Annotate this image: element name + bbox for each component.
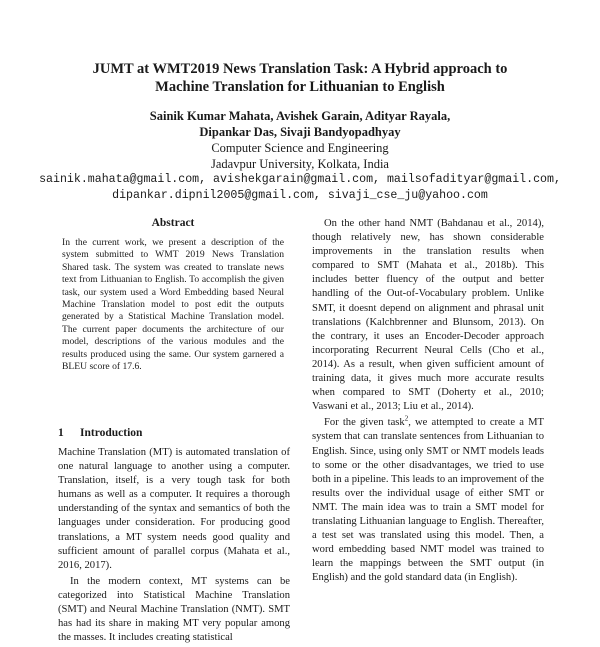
title-line-2: Machine Translation for Lithuanian to English — [155, 79, 445, 95]
authors-line-1: Sainik Kumar Mahata, Avishek Garain, Adityar Rayala, — [149, 109, 451, 123]
paper-title — [0, 60, 600, 96]
intro-paragraph-1: Machine Translation (MT) is automated translation of one natural language to another using a computer. Translation, itself, is a very tough task for both humans as well as a computer. It requires a thorough understanding of the syntax and semantics of both the languages under consideration. For producing good translations, a MT system needs good quality and sufficient amount of parallel corpus (Mahata et al., 2016, 2017). — [58, 447, 290, 571]
authors-line-2: Dipankar Das, Sivaji Bandyopadhyay — [199, 125, 401, 139]
right-paragraph-1: On the other hand NMT (Bahdanau et al., 2014), though relatively new, has shown considerable improvements in the translation results when compared to SMT (Mahata et al., 2018b). This includes better fluency of the output and better handling of the Out-of-Vocabulary problem. Unlike SMT, it doesnt depend on alignment and phrasal unit translations (Kalchbrenner and Blunsom, 2013). On the contrary, it uses an Encoder-Decoder approach incorporating Recurrent Neural Cells (Cho et al., 2014). As a result, when given sufficient amount of training data, it gives much more accurate results when compared to SMT (Doherty et al., 2010; Vaswani et al., 2013; Liu et al., 2014). — [312, 218, 544, 413]
emails-line-2: dipankar.dipnil2005@gmail.com, sivaji_cse_ju@yahoo.com — [112, 189, 488, 202]
right-paragraph-2-start: For the given task — [324, 417, 405, 429]
footnote-marker: 2 — [404, 414, 409, 423]
right-paragraph-2-rest: , we attempted to create a MT system that can translate sentences from Lithuanian to English. Since, using only SMT or NMT models leads to some or the other disadvantages, we tried to use both in a pipeline. This leads to an improvement of the results over the individual usage of either SMT or NMT. The main idea was to train a SMT model for translating Lithuanian language to English. Thereafter, a test set was translated using this model. Then, a word embedding based NMT model was trained to learn the mappings between the SMT output (in English) and the gold standard data (in English). — [312, 417, 544, 584]
right-paragraph-2 — [312, 416, 544, 585]
affiliation-department: Computer Science and Engineering — [211, 141, 389, 155]
affiliation-university: Jadavpur University, Kolkata, India — [211, 157, 389, 171]
right-column-body — [312, 217, 544, 587]
left-column-body — [58, 446, 290, 647]
section-number: 1 — [58, 427, 64, 439]
author-list — [0, 108, 600, 140]
abstract-heading: Abstract — [151, 217, 195, 229]
title-line-1: JUMT at WMT2019 News Translation Task: A Hybrid approach to — [92, 61, 508, 77]
emails-line-1: sainik.mahata@gmail.com, avishekgarain@gmail.com, mailsofadityar@gmail.com, — [39, 173, 561, 186]
section-title: Introduction — [80, 427, 143, 439]
abstract-text: In the current work, we present a description of the system submitted to WMT 2019 News Translation Shared task. The system was created to translate news text from Lithuanian to English. To accomplish the given task, our system used a Word Embedding based Neural Machine Translation model to post edit the outputs generated by a Statistical Machine Translation model. The current paper documents the architecture of our model, descriptions of the various modules and the results produced using the same. Our system garnered a BLEU score of 17.6. — [62, 237, 284, 373]
section-heading-introduction — [58, 427, 142, 439]
intro-paragraph-2: In the modern context, MT systems can be categorized into Statistical Machine Translation (SMT) and Neural Machine Translation (NMT). SMT has had its share in making MT very popular among the masses. It includes creating statistical — [58, 575, 290, 644]
